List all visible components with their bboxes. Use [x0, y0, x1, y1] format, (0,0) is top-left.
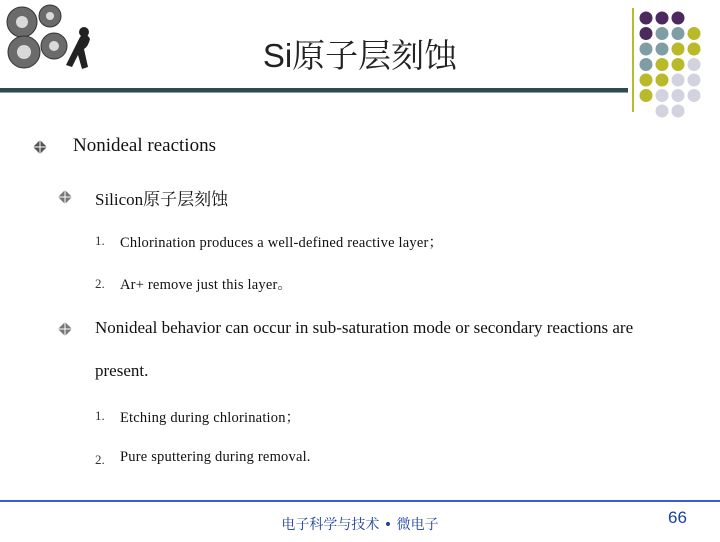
decorative-dot [640, 12, 653, 25]
decorative-dot [688, 43, 701, 56]
decorative-dot [656, 89, 669, 102]
sub-heading-silicon: Silicon原子层刻蚀 [95, 190, 229, 209]
decorative-dot [640, 58, 653, 71]
decorative-dot [640, 27, 653, 40]
slide-title: Si原子层刻蚀 [262, 37, 458, 74]
list-item: Ar+ remove just this layer。 [120, 277, 293, 293]
decorative-dot [672, 58, 685, 71]
diamond-bullet-icon [33, 140, 47, 154]
decorative-dot [656, 105, 669, 118]
decorative-dot [688, 58, 701, 71]
footer-text: 电子科学与技术 • 微电子 [281, 517, 439, 533]
decorative-dot [640, 43, 653, 56]
decorative-dot [688, 27, 701, 40]
decorative-dot [672, 105, 685, 118]
decorative-dot [656, 74, 669, 87]
list-number: 2. [95, 452, 105, 467]
list-number: 1. [95, 233, 105, 248]
title-underline [0, 88, 628, 93]
diamond-bullet-icon [58, 190, 72, 204]
decorative-dot [688, 74, 701, 87]
decorative-dot [656, 58, 669, 71]
bullet-level1: Nonideal reactions [73, 135, 216, 156]
list-number: 1. [95, 408, 105, 423]
decorative-dot [672, 12, 685, 25]
diamond-bullet-icon [58, 322, 72, 336]
decorative-dot [672, 74, 685, 87]
decorative-dot [672, 43, 685, 56]
decorative-dot [656, 43, 669, 56]
list-number: 2. [95, 276, 105, 291]
list-item: Pure sputtering during removal. [120, 449, 311, 465]
decorative-dot [656, 12, 669, 25]
page-number: 66 [668, 508, 687, 527]
list-item: Etching during chlorination； [120, 410, 301, 426]
decorative-dot [688, 89, 701, 102]
sub-heading-nonideal: Nonideal behavior can occur in sub-saturation mode or secondary reactions are [95, 318, 634, 337]
decorative-dot [672, 89, 685, 102]
decorative-dot [672, 27, 685, 40]
decorative-dot [640, 89, 653, 102]
vertical-divider [632, 8, 634, 112]
list-item: Chlorination produces a well-defined reactive layer； [120, 235, 444, 251]
decorative-dot [656, 27, 669, 40]
decorative-dots [638, 10, 720, 120]
decorative-dot [640, 74, 653, 87]
sub-heading-nonideal-cont: present. [95, 361, 149, 380]
